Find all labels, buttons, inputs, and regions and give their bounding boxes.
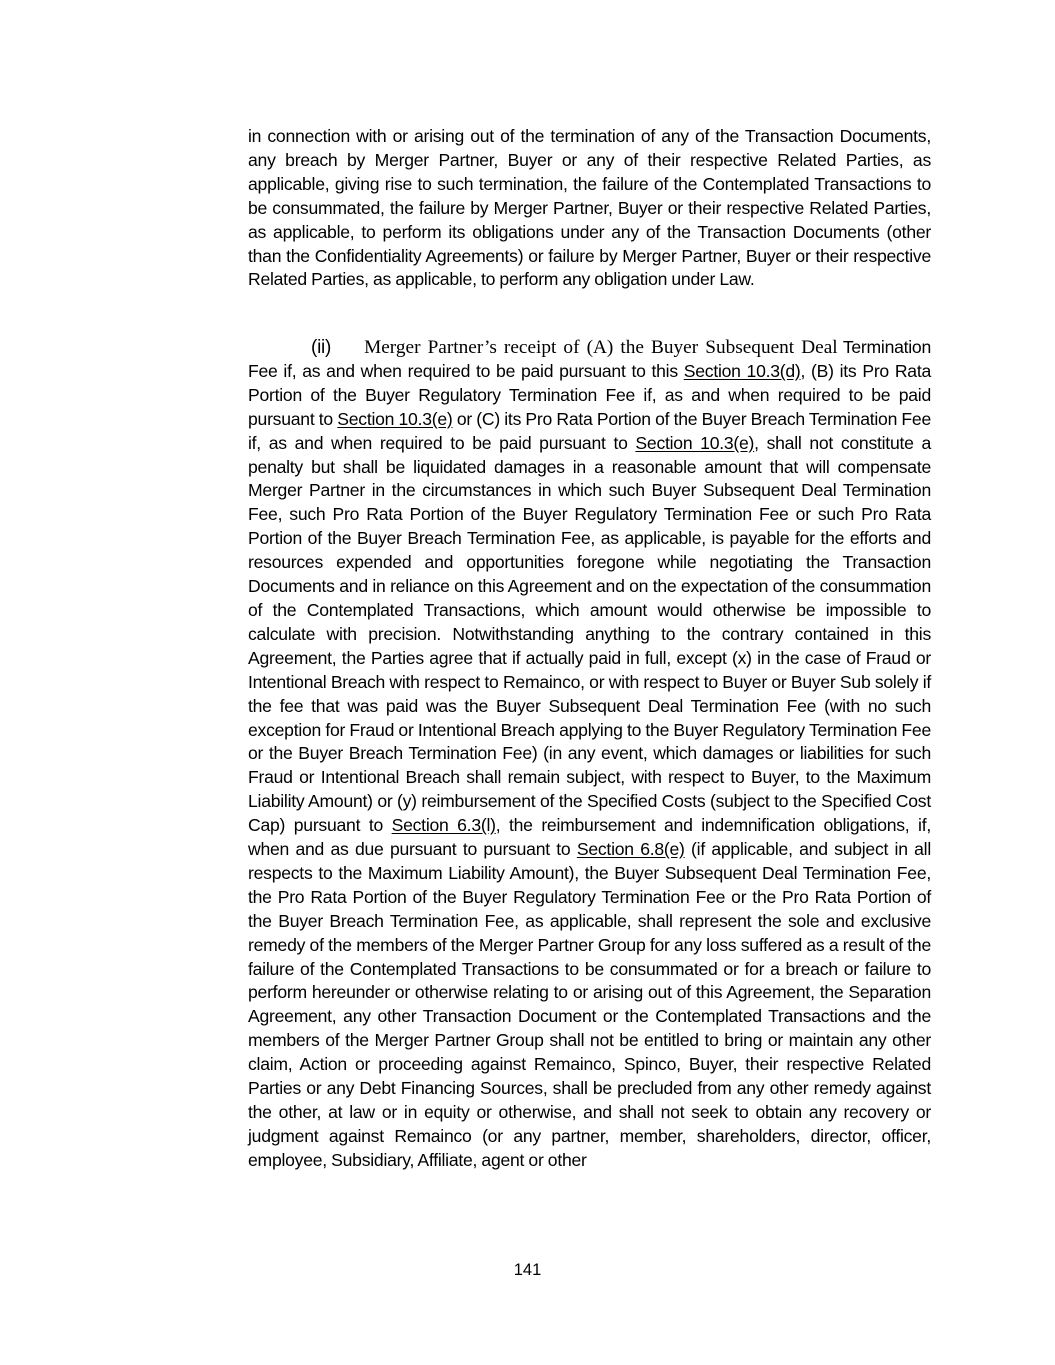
section-reference[interactable]: Section 6.3(l) [391,815,496,836]
paragraph-2-segment: , (B) its Pro Rata Portion of the Buyer Regulatory Termination Fee if, as and when required to be paid pursuant to [248,360,931,429]
paragraph-2-segment: (if applicable, and subject in all respects to the Maximum Liability Amount), the Buyer Subsequent Deal Termination Fee, the Pro Rata Portion of the Buyer Regulatory Termination Fee or the Pro Rata Portion of the Buyer Breach Termination Fee, as applicable, shall represent the sole and exclusive remedy of the members of the Merger Partner Group for any loss suffered as a result of the failure of the Contemplated Transactions to be consummated or for a breach or failure to perform hereunder or otherwise relating to or arising out of this Agreement, the Separation Agreement, any other Transaction Document or the Contemplated Transactions and the members of the Merger Partner Group shall not be entitled to bring or maintain any other claim, Action or proceeding against Remainco, Spinco, Buyer, their respective Related Parties or any Debt Financing Sources, shall be precluded from any other remedy against the other, at law or in equity or otherwise, and shall not seek to obtain any recovery or judgment against Remainco (or any partner, member, shareholders, director, officer, employee, Subsidiary, Affiliate, agent or other [248,839,931,1170]
paragraph-ii [248,336,931,1173]
page-number: 141 [513,1261,542,1279]
paragraph-2-segment: or (C) its Pro Rata Portion of the Buyer Breach Termination Fee if, as and when required to be paid pursuant to [248,408,931,453]
paragraph-continuation [248,125,931,292]
paragraph-1-text: in connection with or arising out of the termination of any of the Transaction Documents, any breach by Merger Partner, Buyer or any of their respective Related Parties, as applicable, giving rise to such termination, the failure of the Contemplated Transactions to be consummated, the failure by Merger Partner, Buyer or their respective Related Parties, as applicable, to perform its obligations under any of the Transaction Documents (other than the Confidentiality Agreements) or failure by Merger Partner, Buyer or their respective Related Parties, as applicable, to perform any obligation under Law. [248,126,931,290]
paragraph-2-segment: , the reimbursement and indemnification obligations, if, when and as due pursuant to pursuant to [248,815,931,860]
paragraph-number: (ii) [311,337,332,358]
paragraph-2-segment: , shall not constitute a penalty but shall be liquidated damages in a reasonable amount that will compensate Merger Partner in the circumstances in which such Buyer Subsequent Deal Termination Fee, such Pro Rata Portion of the Buyer Regulatory Termination Fee or such Pro Rata Portion of the Buyer Breach Termination Fee, as applicable, is payable for the efforts and resources expended and opportunities foregone while negotiating the Transaction Documents and in reliance on this Agreement and on the expectation of the consummation of the Contemplated Transactions, which amount would otherwise be impossible to calculate with precision. Notwithstanding anything to the contrary contained in this Agreement, the Parties agree that if actually paid in full, except (x) in the case of Fraud or Intentional Breach with respect to Remainco, or with respect to Buyer or Buyer Sub solely if the fee that was paid was the Buyer Subsequent Deal Termination Fee (with no such exception for Fraud or Intentional Breach applying to the Buyer Regulatory Termination Fee or the Buyer Breach Termination Fee) (in any event, which damages or liabilities for such Fraud or Intentional Breach shall remain subject, with respect to Buyer, to the Maximum Liability Amount) or (y) reimbursement of the Specified Costs (subject to the Specified Cost Cap) pursuant to [248,432,931,836]
paragraph-2-segment: Termination Fee if, as and when required to be paid pursuant to this [248,337,932,381]
section-reference[interactable]: Section 6.8(e) [576,839,685,860]
section-reference[interactable]: Section 10.3(e) [635,432,755,453]
paragraph-2-lead: Merger Partner’s receipt of (A) the Buyer Subsequent Deal [364,337,838,358]
section-reference[interactable]: Section 10.3(d) [683,360,801,381]
section-reference[interactable]: Section 10.3(e) [337,408,453,429]
